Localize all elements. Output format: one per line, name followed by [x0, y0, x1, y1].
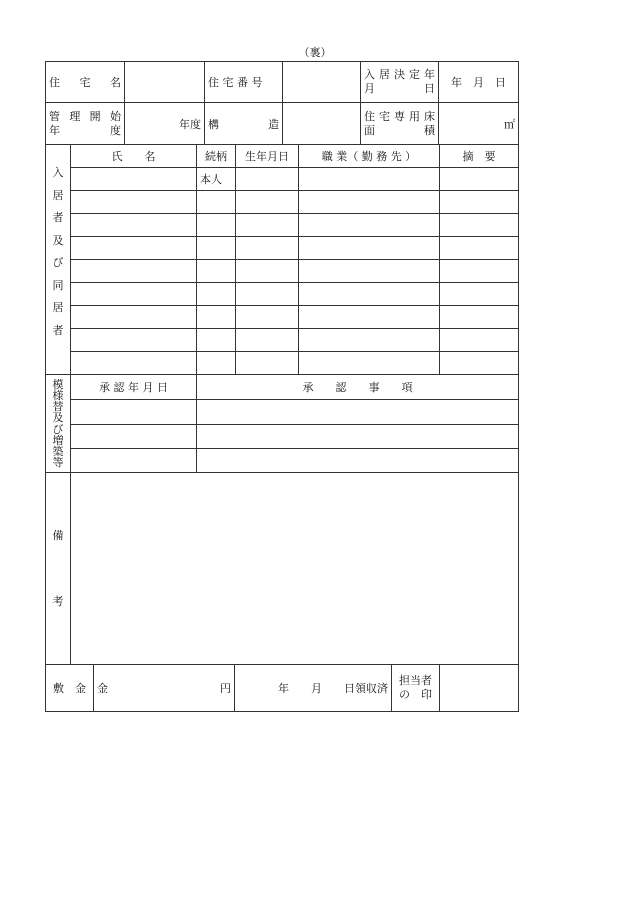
- resident-relation-cell[interactable]: 本人: [197, 168, 236, 191]
- move-in-date-label: [361, 62, 439, 103]
- remarks-table: [45, 472, 519, 665]
- resident-occupation-cell[interactable]: [299, 191, 440, 214]
- resident-remarks-cell[interactable]: [440, 306, 519, 329]
- mgmt-start-label-line2: 年 度: [49, 123, 121, 137]
- side-char: 様: [52, 388, 64, 402]
- residents-table: [45, 144, 519, 375]
- remarks-field[interactable]: [71, 473, 519, 665]
- approval-date-cell[interactable]: [71, 449, 197, 473]
- side-char: 備: [52, 528, 64, 542]
- mgmt-start-label: [46, 103, 125, 145]
- resident-birthdate-cell[interactable]: [236, 237, 299, 260]
- move-in-date-label-line1: 入居決定年: [364, 68, 435, 81]
- staff-seal-label-line2: の 印: [399, 688, 432, 701]
- yen-unit: 円: [220, 682, 231, 695]
- side-char: 等: [52, 456, 64, 470]
- side-char: 入: [52, 166, 64, 179]
- housing-name-field[interactable]: [125, 62, 205, 103]
- resident-name-cell[interactable]: [71, 283, 197, 306]
- col-header-remarks: 摘 要: [440, 145, 519, 168]
- approval-matters-cell[interactable]: [197, 449, 519, 473]
- side-char: 及: [52, 411, 64, 425]
- resident-occupation-cell[interactable]: [299, 237, 440, 260]
- side-char: 築: [52, 444, 64, 458]
- resident-relation-cell[interactable]: [197, 237, 236, 260]
- approval-matters-cell[interactable]: [197, 400, 519, 425]
- resident-row: [46, 329, 519, 352]
- resident-birthdate-cell[interactable]: [236, 168, 299, 191]
- deposit-table: [45, 664, 519, 712]
- resident-row: [46, 237, 519, 260]
- side-char: 居: [52, 301, 64, 315]
- structure-label: 構 造: [205, 103, 283, 145]
- floor-area-label: [361, 103, 439, 145]
- resident-birthdate-cell[interactable]: [236, 260, 299, 283]
- header-table: [45, 61, 519, 145]
- resident-relation-cell[interactable]: [197, 306, 236, 329]
- staff-seal-label: [392, 665, 440, 712]
- resident-row: [46, 191, 519, 214]
- resident-remarks-cell[interactable]: [440, 191, 519, 214]
- housing-number-label: 住 宅 番 号: [205, 62, 283, 103]
- move-in-date-field[interactable]: 年 月 日: [439, 62, 519, 103]
- resident-birthdate-cell[interactable]: [236, 283, 299, 306]
- resident-remarks-cell[interactable]: [440, 260, 519, 283]
- side-char: 増: [52, 433, 64, 447]
- resident-row: [46, 168, 519, 191]
- resident-relation-cell[interactable]: [197, 214, 236, 237]
- renovation-table: [45, 374, 519, 473]
- side-char: 替: [52, 400, 64, 414]
- col-header-occupation: 職 業（ 勤 務 先 ）: [299, 145, 440, 168]
- deposit-label: 敷 金: [46, 665, 94, 712]
- structure-field[interactable]: [283, 103, 361, 145]
- resident-occupation-cell[interactable]: [299, 168, 440, 191]
- resident-birthdate-cell[interactable]: [236, 191, 299, 214]
- resident-remarks-cell[interactable]: [440, 168, 519, 191]
- resident-remarks-cell[interactable]: [440, 329, 519, 352]
- resident-name-cell[interactable]: [71, 352, 197, 375]
- staff-seal-field[interactable]: [440, 665, 519, 712]
- amount-prefix: 金: [97, 682, 108, 695]
- resident-birthdate-cell[interactable]: [236, 352, 299, 375]
- side-char: 者: [52, 323, 64, 337]
- resident-occupation-cell[interactable]: [299, 283, 440, 306]
- resident-name-cell[interactable]: [71, 306, 197, 329]
- side-char: 同: [52, 278, 64, 292]
- renovation-side-label: [46, 375, 71, 473]
- housing-number-field[interactable]: [283, 62, 361, 103]
- resident-birthdate-cell[interactable]: [236, 329, 299, 352]
- approval-date-header: 承 認 年 月 日: [71, 375, 197, 400]
- col-header-relation: 続柄: [197, 145, 236, 168]
- side-spacer: [46, 542, 70, 596]
- resident-occupation-cell[interactable]: [299, 306, 440, 329]
- side-char: び: [52, 422, 64, 436]
- deposit-amount-field[interactable]: [94, 665, 235, 712]
- move-in-date-label-line2: 月 日: [364, 82, 435, 95]
- side-char: び: [52, 256, 64, 270]
- resident-remarks-cell[interactable]: [440, 214, 519, 237]
- mgmt-start-label-line1: 管 理 開 始: [49, 109, 121, 123]
- resident-occupation-cell[interactable]: [299, 214, 440, 237]
- resident-relation-cell[interactable]: [197, 329, 236, 352]
- resident-name-cell[interactable]: [71, 214, 197, 237]
- page-side-label: （裏）: [298, 46, 332, 59]
- staff-seal-label-line1: 担当者: [399, 674, 432, 687]
- mgmt-start-field[interactable]: 年度: [125, 103, 205, 145]
- resident-name-cell[interactable]: [71, 168, 197, 191]
- resident-occupation-cell[interactable]: [299, 260, 440, 283]
- renovation-row: [46, 425, 519, 449]
- received-date-field[interactable]: 年 月 日領収済: [235, 665, 392, 712]
- resident-relation-cell[interactable]: [197, 352, 236, 375]
- resident-row: [46, 214, 519, 237]
- approval-date-cell[interactable]: [71, 400, 197, 425]
- resident-birthdate-cell[interactable]: [236, 306, 299, 329]
- floor-area-label-line2: 面 積: [364, 123, 435, 137]
- approval-matters-header: 承 認 事 項: [197, 375, 519, 400]
- resident-row: [46, 352, 519, 375]
- residents-side-label: [46, 145, 71, 375]
- side-char: 居: [52, 188, 64, 202]
- resident-name-cell[interactable]: [71, 191, 197, 214]
- floor-area-label-line1: 住宅専用床: [364, 109, 435, 123]
- resident-remarks-cell[interactable]: [440, 237, 519, 260]
- renovation-row: [46, 400, 519, 425]
- resident-relation-cell[interactable]: [197, 191, 236, 214]
- side-char: 及: [52, 233, 64, 247]
- housing-name-label: 住 宅 名: [46, 62, 125, 103]
- resident-relation-cell[interactable]: [197, 283, 236, 306]
- resident-name-cell[interactable]: [71, 237, 197, 260]
- approval-date-cell[interactable]: [71, 425, 197, 449]
- resident-remarks-cell[interactable]: [440, 283, 519, 306]
- resident-name-cell[interactable]: [71, 329, 197, 352]
- resident-occupation-cell[interactable]: [299, 352, 440, 375]
- side-char: 考: [52, 594, 64, 608]
- approval-matters-cell[interactable]: [197, 425, 519, 449]
- side-char: 模: [52, 377, 64, 391]
- resident-remarks-cell[interactable]: [440, 352, 519, 375]
- col-header-birthdate: 生年月日: [236, 145, 299, 168]
- renovation-row: [46, 449, 519, 473]
- col-header-name: 氏 名: [71, 145, 197, 168]
- resident-relation-cell[interactable]: [197, 260, 236, 283]
- resident-row: [46, 306, 519, 329]
- resident-name-cell[interactable]: [71, 260, 197, 283]
- resident-birthdate-cell[interactable]: [236, 214, 299, 237]
- resident-occupation-cell[interactable]: [299, 329, 440, 352]
- floor-area-field[interactable]: ㎡: [439, 103, 519, 145]
- resident-row: [46, 283, 519, 306]
- remarks-side-label: [46, 473, 71, 665]
- side-char: 者: [52, 211, 64, 225]
- resident-row: [46, 260, 519, 283]
